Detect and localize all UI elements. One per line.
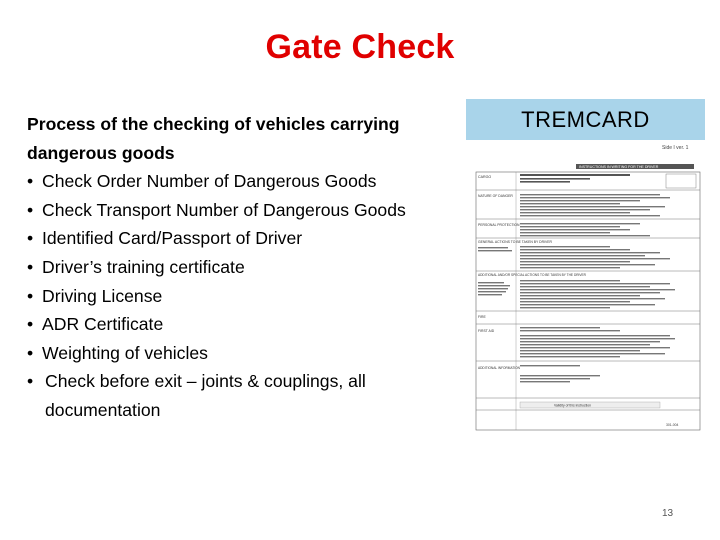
page-number: 13: [662, 508, 674, 519]
section-personal-protection: PERSONAL PROTECTION: [478, 223, 520, 227]
slide-title: Gate Check: [265, 28, 455, 66]
section-fire: FIRE: [478, 315, 486, 319]
check-list-item: • Identified Card/Passport of Driver: [27, 224, 467, 253]
tremcard-footer-code: 301-004: [666, 423, 679, 427]
check-list-item: • ADR Certificate: [27, 310, 467, 339]
tremcard-label: TREMCARD: [466, 99, 705, 140]
process-heading-line-1: Process of the checking of vehicles carrying: [27, 114, 400, 134]
check-list-item: • Check Transport Number of Dangerous Goods: [27, 196, 467, 225]
tremcard-banner: INSTRUCTIONS IN WRITING FOR THE DRIVER: [579, 165, 659, 169]
section-general-actions: GENERAL ACTIONS TO BE TAKEN BY DRIVER: [478, 240, 552, 244]
check-list: [27, 167, 467, 424]
tremcard-corner-ref: Side I ver. 1: [662, 145, 689, 151]
slide-body: [27, 110, 467, 425]
section-additional-information: ADDITIONAL INFORMATION: [478, 366, 520, 370]
check-list-item: • Driving License: [27, 282, 467, 311]
section-nature-of-danger: NATURE OF DANGER: [478, 194, 513, 198]
check-list-item: • Weighting of vehicles: [27, 339, 467, 368]
check-list-item: • Driver’s training certificate: [27, 253, 467, 282]
tremcard-document-image: [466, 140, 705, 452]
final-item-line-1: • Check before exit – joints & couplings, all: [45, 371, 366, 392]
tremcard-footer-band: Validity of this instruction: [554, 403, 592, 408]
section-cargo: CARGO: [478, 175, 492, 179]
section-additional-actions: ADDITIONAL AND/OR SPECIAL ACTIONS TO BE TAKEN BY THE DRIVER: [478, 273, 586, 277]
check-list-item-final: [27, 367, 467, 424]
check-list-item: • Check Order Number of Dangerous Goods: [27, 167, 467, 196]
process-heading-line-2: dangerous goods: [27, 142, 175, 163]
section-first-aid: FIRST AID: [478, 329, 495, 333]
final-item-line-2: documentation: [45, 399, 161, 420]
